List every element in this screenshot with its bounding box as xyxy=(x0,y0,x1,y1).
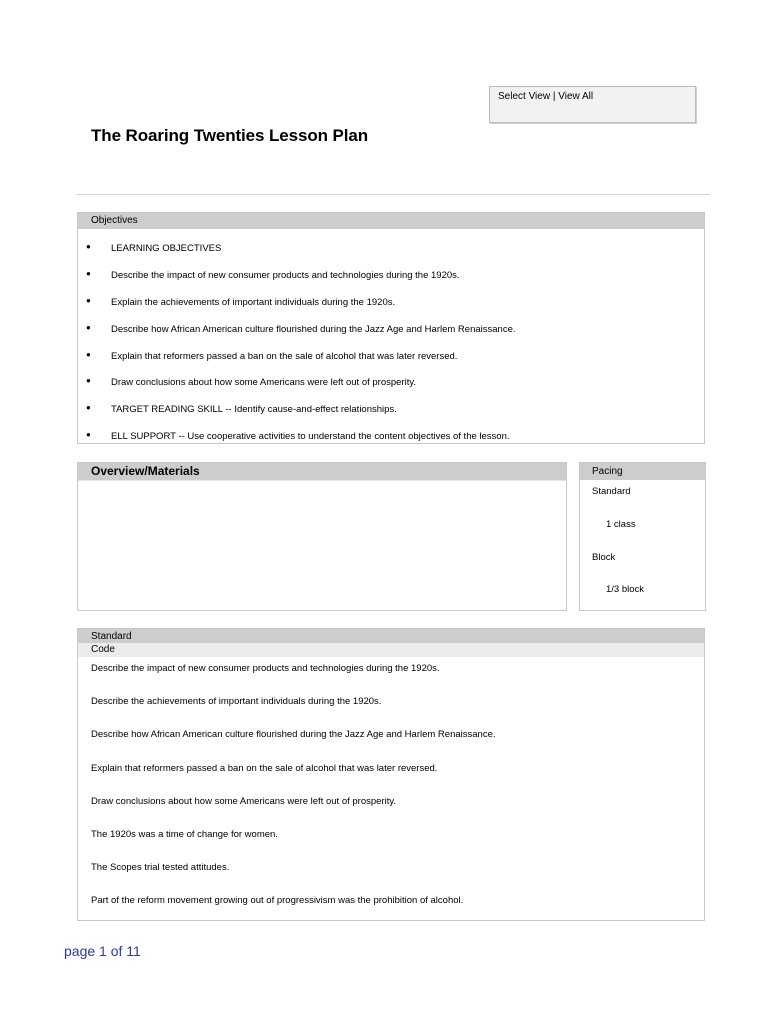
bullet-icon: ● xyxy=(86,403,91,412)
table-row: Explain that reformers passed a ban on the sale of alcohol that was later reversed. xyxy=(91,763,438,774)
table-row: Part of the reform movement growing out of progressivism was the prohibition of alcohol. xyxy=(91,895,464,906)
pacing-standard-label: Standard xyxy=(592,486,631,497)
standards-subheading: Code xyxy=(78,643,704,657)
table-row: The Scopes trial tested attitudes. xyxy=(91,862,230,873)
overview-panel xyxy=(77,462,567,611)
table-row: The 1920s was a time of change for women. xyxy=(91,829,278,840)
bullet-icon: ● xyxy=(86,430,91,439)
page-indicator: page 1 of 11 xyxy=(64,943,141,959)
bullet-icon: ● xyxy=(86,350,91,359)
table-row: Describe the impact of new consumer products and technologies during the 1920s. xyxy=(91,663,440,674)
bullet-icon: ● xyxy=(86,269,91,278)
bullet-icon: ● xyxy=(86,296,91,305)
standards-heading: Standard xyxy=(78,629,704,643)
view-all-link[interactable]: View All xyxy=(558,91,594,102)
pacing-heading: Pacing xyxy=(580,463,705,480)
page-title: The Roaring Twenties Lesson Plan xyxy=(91,126,369,145)
table-row: Describe how African American culture flourished during the Jazz Age and Harlem Renaissance. xyxy=(91,729,496,740)
bullet-icon: ● xyxy=(86,376,91,385)
objectives-panel: Objectives ● LEARNING OBJECTIVES ● Describe the impact of new consumer products and technologies during the 1920s. ● Explain the achievements of important individuals during the 1920s. ● Describe how African American culture flourished during the Jazz Age and Harlem Renaissance. ● Explain that reformers passed a ban on the sale of alcohol that was later reversed. ● Draw conclusions about how some Americans were left out of prosperity. ● TARGET READING SKILL -- Identify cause-and-effect relationships. ● ELL SUPPORT -- Use cooperative activities to understand the content objectives of the lesson. xyxy=(77,212,705,444)
view-separator: | xyxy=(552,91,556,102)
objectives-heading: Objectives xyxy=(78,213,704,229)
view-selector xyxy=(489,86,696,123)
table-row: Describe the achievements of important individuals during the 1920s. xyxy=(91,696,382,707)
pacing-block-label: Block xyxy=(592,552,616,563)
pacing-block-value: 1/3 block xyxy=(606,584,645,595)
bullet-icon: ● xyxy=(86,242,91,251)
overview-subbar xyxy=(78,480,566,481)
bullet-icon: ● xyxy=(86,323,91,332)
standards-panel xyxy=(77,628,705,921)
header-divider xyxy=(76,194,710,195)
select-view-link[interactable]: Select View xyxy=(498,91,551,102)
pacing-standard-value: 1 class xyxy=(606,519,636,530)
pacing-panel xyxy=(579,462,706,611)
overview-heading: Overview/Materials xyxy=(78,463,566,480)
table-row: Draw conclusions about how some Americans were left out of prosperity. xyxy=(91,796,397,807)
